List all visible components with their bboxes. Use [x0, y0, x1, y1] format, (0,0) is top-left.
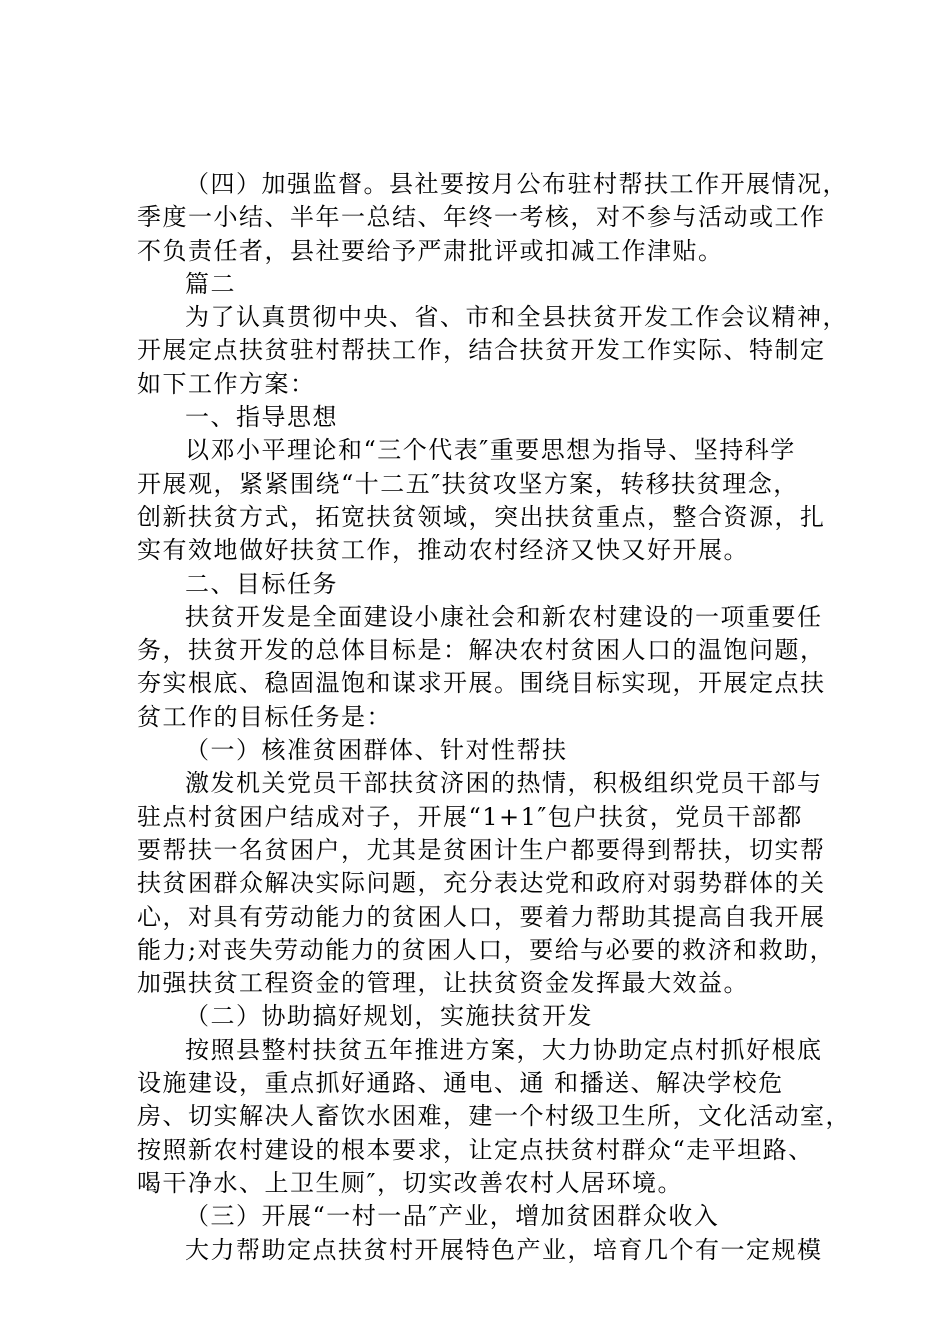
- text-line: 篇二: [185, 269, 236, 298]
- text-line: （二）协助搞好规划，实施扶贫开发: [185, 1002, 593, 1031]
- text-line: 按照县整村扶贫五年推进方案，大力协助定点村抓好根底: [185, 1035, 823, 1064]
- text-line: 喝干净水、上卫生厕″，切实改善农村人居环境。: [137, 1168, 683, 1197]
- text-line: 房、切实解决人畜饮水困难，建一个村级卫生所，文化活动室，: [137, 1102, 851, 1131]
- text-line: 不负责任者，县社要给予严肃批评或扣减工作津贴。: [137, 236, 724, 265]
- text-line: 开展观，紧紧围绕“十二五″扶贫攻坚方案，转移扶贫理念，: [137, 469, 799, 498]
- text-line: （四）加强监督。县社要按月公布驻村帮扶工作开展情况，: [185, 170, 848, 198]
- text-line: 设施建设，重点抓好通路、通电、通 和播送、解决学校危: [137, 1069, 784, 1098]
- text-line: 务，扶贫开发的总体目标是：解决农村贫困人口的温饱问题，: [137, 636, 826, 665]
- text-line: 要帮扶一名贫困户，尤其是贫困计生户都要得到帮扶，切实帮: [137, 835, 826, 864]
- text-line: 按照新农村建设的根本要求，让定点扶贫村群众“走平坦路、: [137, 1135, 814, 1164]
- text-line: 大力帮助定点扶贫村开展特色产业，培育几个有一定规模: [185, 1235, 823, 1264]
- text-line: 为了认真贯彻中央、省、市和全县扶贫开发工作会议精神，: [185, 303, 848, 332]
- text-line: （三）开展“一村一品″产业，增加贫困群众收入: [185, 1202, 720, 1231]
- text-line: 二、目标任务: [185, 569, 338, 598]
- text-line: 夯实根底、稳固温饱和谋求开展。围绕目标实现，开展定点扶: [137, 669, 826, 698]
- text-line: 扶贫困群众解决实际问题，充分表达党和政府对弱势群体的关: [137, 869, 826, 898]
- text-line: 实有效地做好扶贫工作，推动农村经济又快又好开展。: [137, 536, 749, 565]
- text-line: 创新扶贫方式，拓宽扶贫领域，突出扶贫重点，整合资源，扎: [137, 502, 826, 531]
- text-line: 扶贫开发是全面建设小康社会和新农村建设的一项重要任: [185, 602, 823, 631]
- text-line: 加强扶贫工程资金的管理，让扶贫资金发挥最大效益。: [137, 969, 749, 998]
- text-line: 开展定点扶贫驻村帮扶工作，结合扶贫开发工作实际、特制定: [137, 336, 826, 365]
- text-line: 激发机关党员干部扶贫济困的热情，积极组织党员干部与: [185, 769, 823, 798]
- document-body: [137, 168, 851, 1267]
- text-line: （一）核准贫困群体、针对性帮扶: [185, 736, 568, 765]
- text-line: 心，对具有劳动能力的贫困人口，要着力帮助其提高自我开展: [137, 902, 826, 931]
- text-line: 季度一小结、半年一总结、年终一考核，对不参与活动或工作: [137, 203, 826, 232]
- text-line: 能力;对丧失劳动能力的贫困人口，要给与必要的救济和救助，: [137, 935, 836, 964]
- text-line: 贫工作的目标任务是：: [137, 702, 392, 731]
- text-line: 驻点村贫困户结成对子，开展“1+1″包户扶贫，党员干部都: [137, 802, 803, 831]
- text-line: 如下工作方案：: [137, 369, 316, 398]
- text-line: 一、指导思想: [185, 403, 338, 432]
- text-line: 以邓小平理论和“三个代表″重要思想为指导、坚持科学: [185, 436, 796, 465]
